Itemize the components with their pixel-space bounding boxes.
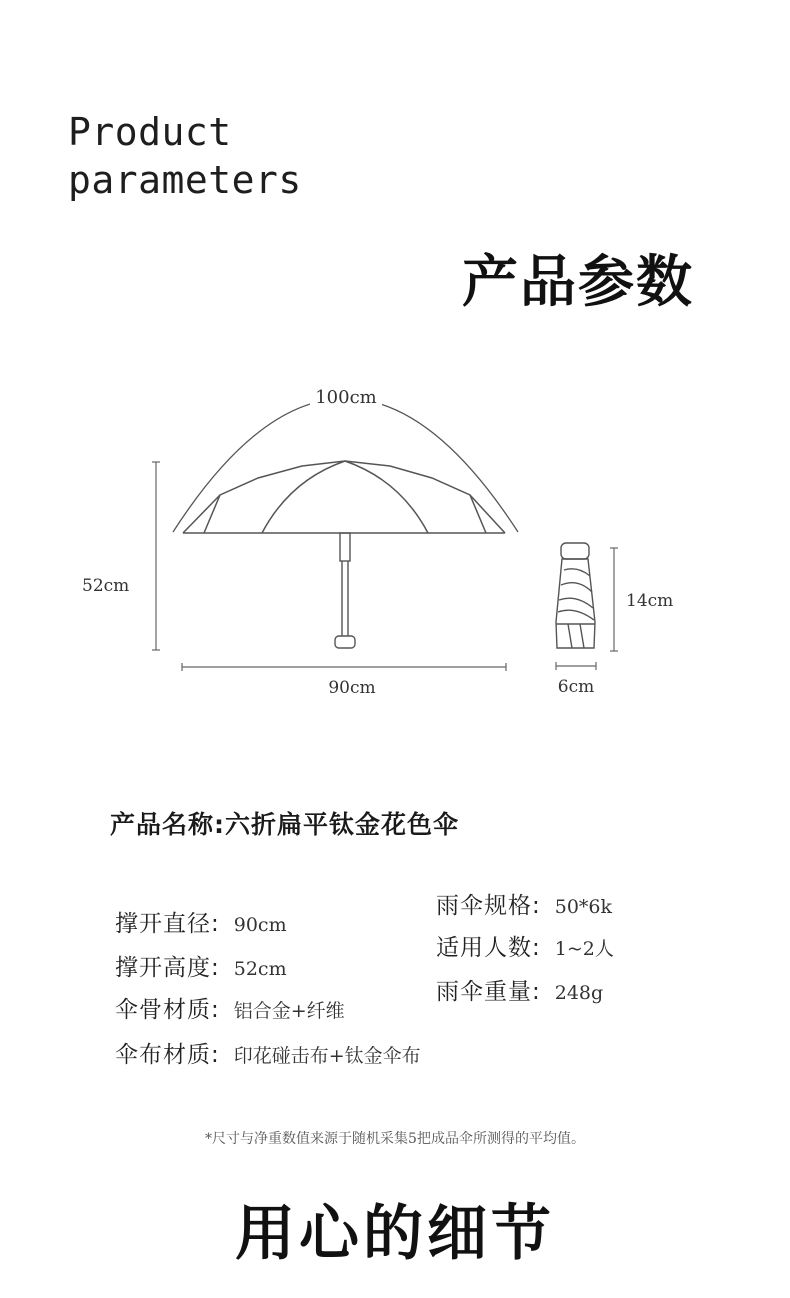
height-label: 52cm <box>82 576 130 596</box>
spec-label: 伞骨材质: <box>115 997 220 1023</box>
english-title-line2: parameters <box>68 158 302 202</box>
folded-height-label: 14cm <box>626 591 674 611</box>
product-name-label: 产品名称: <box>110 810 225 839</box>
measurement-note: *尺寸与净重数值来源于随机采集5把成品伞所测得的平均值。 <box>205 1131 585 1147</box>
width-dimension-line <box>182 663 506 671</box>
spec-value: 铝合金+纤维 <box>233 1000 345 1022</box>
width-label: 90cm <box>328 678 376 698</box>
spec-value: 90cm <box>233 914 287 936</box>
spec-value: 1~2人 <box>554 938 614 960</box>
english-title-line1: Product <box>68 110 232 154</box>
english-title <box>68 108 302 204</box>
spec-label: 雨伞重量: <box>436 979 541 1005</box>
folded-width-label: 6cm <box>557 677 595 697</box>
umbrella-canopy <box>183 461 505 533</box>
spec-label: 适用人数: <box>436 935 541 961</box>
arc-dimension-line <box>173 399 518 533</box>
spec-row-weight <box>436 973 603 1006</box>
arc-label: 100cm <box>315 387 377 408</box>
spec-row-frame-material <box>115 991 345 1024</box>
umbrella-shaft <box>335 533 355 648</box>
spec-label: 撑开直径: <box>115 911 220 937</box>
spec-row-fabric-material <box>115 1036 421 1069</box>
spec-label: 雨伞规格: <box>436 893 541 919</box>
spec-row-height <box>115 949 287 982</box>
umbrella-dimension-diagram <box>0 370 790 710</box>
spec-row-specification <box>436 887 612 920</box>
spec-row-diameter <box>115 905 287 938</box>
product-name-value: 六折扁平钛金花色伞 <box>225 810 460 839</box>
spec-row-capacity <box>436 929 614 962</box>
spec-label: 撑开高度: <box>115 955 220 981</box>
chinese-title: 产品参数 <box>462 250 694 315</box>
height-dimension-line <box>152 462 160 650</box>
spec-value: 印花碰击布+钛金伞布 <box>233 1045 421 1067</box>
folded-width-dimension-line <box>556 662 596 670</box>
product-name <box>110 805 459 841</box>
spec-label: 伞布材质: <box>115 1042 220 1068</box>
spec-value: 52cm <box>233 958 287 980</box>
section-title-details: 用心的细节 <box>235 1199 555 1269</box>
folded-umbrella <box>556 543 595 648</box>
spec-value: 248g <box>554 982 604 1004</box>
spec-value: 50*6k <box>554 896 613 918</box>
folded-height-dimension-line <box>610 548 618 651</box>
